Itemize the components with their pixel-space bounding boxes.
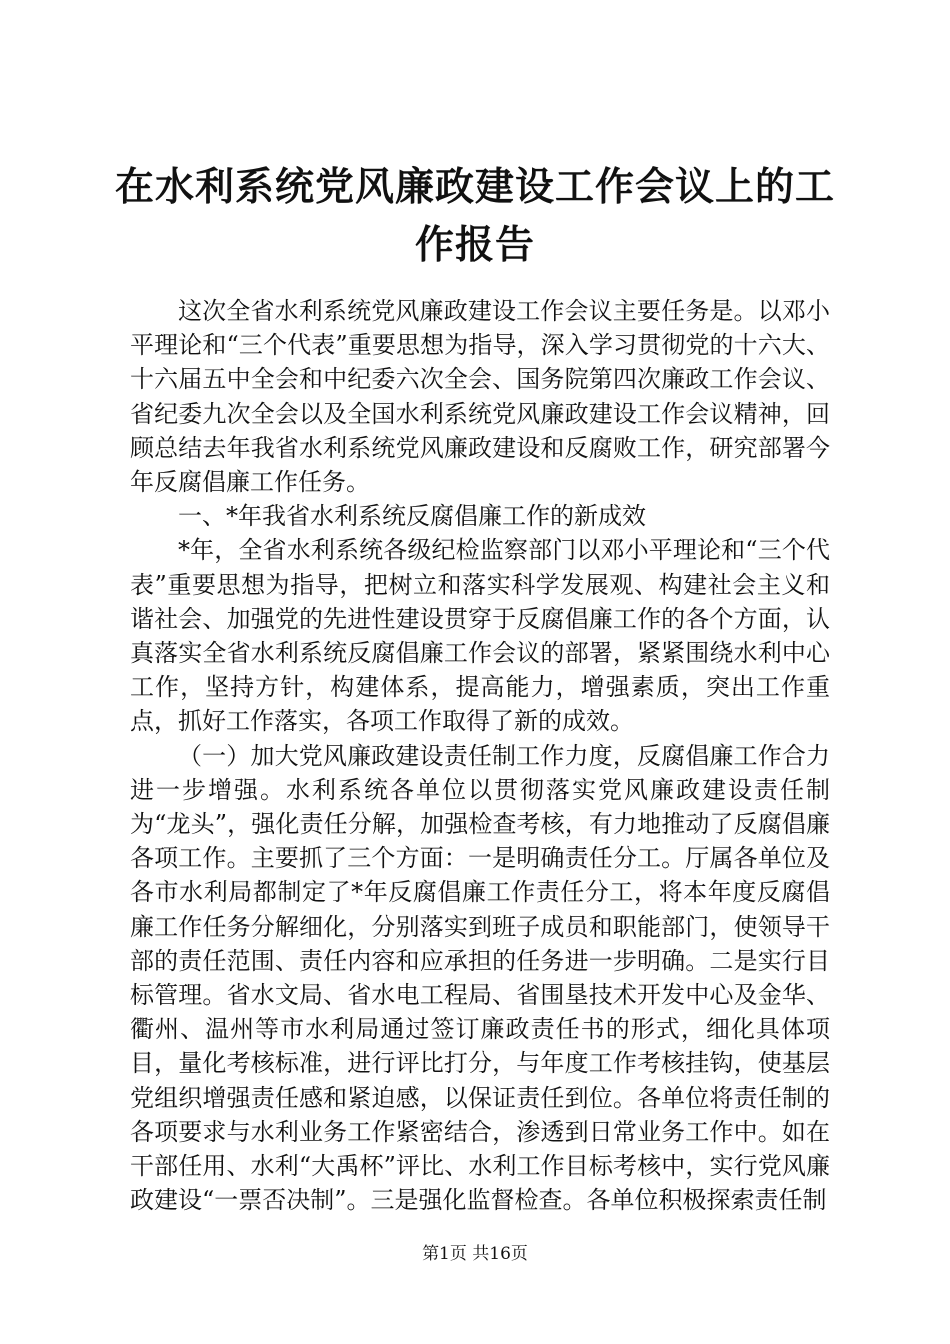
paragraph-intro: 这次全省水利系统党风廉政建设工作会议主要任务是。以邓小平理论和“三个代表”重要思想为指导，深入学习贯彻党的十六大、十六届五中全会和中纪委六次全会、国务院第四次廉政工作会议、省纪委九次全会以及全国水利系统党风廉政建设工作会议精神，回顾总结去年我省水利系统党风廉政建设和反腐败工作，研究部署今年反腐倡廉工作任务。 xyxy=(130,297,830,497)
paragraph-achievements: *年，全省水利系统各级纪检监察部门以邓小平理论和“三个代表”重要思想为指导，把树立和落实科学发展观、构建社会主义和谐社会、加强党的先进性建设贯穿于反腐倡廉工作的各个方面，认真落实全省水利系统反腐倡廉工作会议的部署，紧紧围绕水利中心工作，坚持方针，构建体系，提高能力，增强素质，突出工作重点，抓好工作落实，各项工作取得了新的成效。 xyxy=(130,536,830,736)
page-number-footer: 第1页 共16页 xyxy=(422,1244,528,1264)
document-title: 在水利系统党风廉政建设工作会议上的工作报告 xyxy=(114,164,835,268)
document-body xyxy=(130,294,830,1217)
paragraph-subsection-1: （一）加大党风廉政建设责任制工作力度，反腐倡廉工作合力进一步增强。水利系统各单位以贯彻落实党风廉政建设责任制为“龙头”，强化责任分解，加强检查考核，有力地推动了反腐倡廉各项工作。主要抓了三个方面：一是明确责任分工。厅属各单位及各市水利局都制定了*年反腐倡廉工作责任分工，将本年度反腐倡廉工作任务分解细化，分别落实到班子成员和职能部门，使领导干部的责任范围、责任内容和应承担的任务进一步明确。二是实行目标管理。省水文局、省水电工程局、省围垦技术开发中心及金华、衢州、温州等市水利局通过签订廉政责任书的形式，细化具体项目，量化考核标准，进行评比打分，与年度工作考核挂钩，使基层党组织增强责任感和紧迫感，以保证责任到位。各单位将责任制的各项要求与水利业务工作紧密结合，渗透到日常业务工作中。如在干部任用、水利“大禹杯”评比、水利工作目标考核中，实行党风廉政建设“一票否决制”。三是强化监督检查。各单位积极探索责任制 xyxy=(130,741,830,1215)
section-heading-1: 一、*年我省水利系统反腐倡廉工作的新成效 xyxy=(178,502,646,531)
